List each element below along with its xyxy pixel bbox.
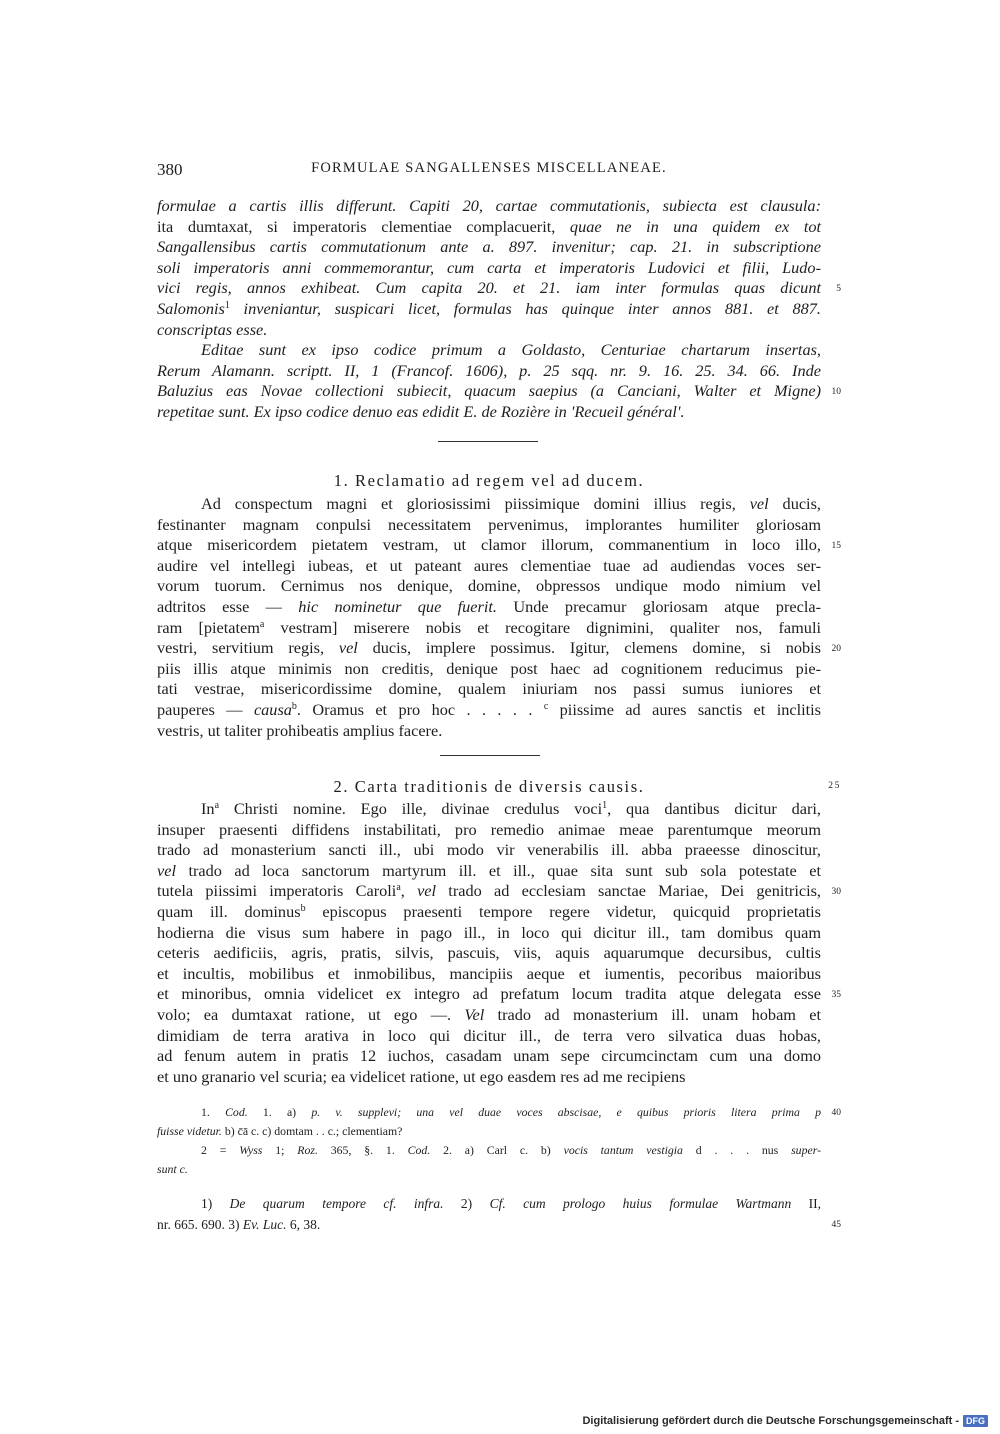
- text-run: et incultis, mobilibus et inmobilibus, mancipiis aeque et iumentis, pecoribus maioribus: [157, 963, 821, 983]
- italic-text: causa: [253, 699, 292, 719]
- text-run: d . . . nus: [682, 1143, 792, 1157]
- section-2-text: [157, 799, 841, 1087]
- text-line: [157, 535, 841, 556]
- text-run: dimidiam de terra arativa in loco qui dicitur ill., de terra vero silvatica duas hobas,: [157, 1025, 821, 1045]
- text-line: [157, 402, 821, 423]
- text-run: vorum tuorum. Cernimus nos denique, domine, obpressos undique modo nimium vel: [157, 576, 821, 596]
- text-line: [157, 659, 821, 680]
- line-number: 20: [831, 644, 841, 655]
- text-line: [157, 515, 821, 536]
- text-run: vestri, servitium regis,: [157, 638, 339, 658]
- text-line: [157, 902, 821, 923]
- text-run: 2. a) Carl c. b): [430, 1143, 564, 1157]
- text-run: 1;: [262, 1143, 298, 1157]
- italic-text: Cf. cum prologo huius formulae Wartmann: [489, 1196, 792, 1211]
- text-line: [157, 217, 821, 238]
- italic-text: formulae a cartis illis differunt. Capiti 20, cartae commutationis, subiecta est clausula:: [157, 196, 821, 215]
- text-run: 2): [443, 1196, 490, 1211]
- text-run: ducis, implere possimus. Igitur, clemens domine, si nobis: [357, 638, 821, 658]
- italic-text: Cod.: [225, 1105, 248, 1119]
- italic-text: p. v. supplevi; una vel duae voces abscisae, e quibus prioris litera prima p: [311, 1105, 822, 1119]
- text-run: festinanter magnam conpulsi necessitatem pervenimus, implorantes humiliter gloriosam: [157, 514, 821, 534]
- line-number: 40: [831, 1108, 841, 1118]
- text-line: [157, 1103, 841, 1122]
- text-line: [157, 984, 841, 1005]
- dfg-logo: DFG: [963, 1415, 988, 1427]
- text-line: [157, 576, 821, 597]
- text-line: [157, 861, 821, 882]
- running-head: [157, 160, 821, 182]
- footnote-mark: 1: [224, 299, 230, 311]
- italic-text: vel: [417, 881, 437, 901]
- line-number: 15: [831, 541, 841, 552]
- footnote-mark: b: [300, 902, 306, 914]
- text-run: II,: [791, 1196, 822, 1211]
- text-line: [157, 1193, 821, 1214]
- italic-text: vocis tantum vestigia: [563, 1143, 683, 1157]
- line-number: 30: [831, 887, 841, 898]
- line-number: 45: [831, 1220, 841, 1230]
- text-run: hodierna die visus sum habere in pago ill., in loco qui dicitur ill., tam domibus quam: [157, 922, 821, 942]
- running-title: FORMULAE SANGALLENSES MISCELLANEAE.: [311, 160, 667, 176]
- text-line: [157, 494, 821, 515]
- italic-text: Baluzius eas Novae collectioni subiecit, quacum saepius (a Canciani, Walter et Migne): [157, 381, 821, 401]
- text-line: [157, 964, 821, 985]
- text-line: [157, 799, 821, 820]
- text-run: nr. 665. 690. 3): [157, 1217, 243, 1232]
- footnote-mark: a: [396, 882, 401, 894]
- text-run: vestris, ut taliter prohibeatis amplius facere.: [157, 720, 443, 740]
- text-line: [157, 1214, 841, 1235]
- text-line: [157, 820, 821, 841]
- text-run: piis illis atque minimis non creditis, denique post haec ad cognitionem reducimus pie-: [157, 658, 821, 678]
- text-run: pauperes —: [157, 699, 254, 719]
- italic-text: vel: [157, 860, 176, 880]
- italic-text: hic nominetur que fuerit.: [298, 596, 497, 616]
- text-line: [157, 381, 841, 402]
- text-run: tati vestrae, misericordissime domine, qualem iniuriam nos passi sumus iuniores et: [157, 679, 821, 699]
- text-run: 1.: [201, 1105, 226, 1119]
- text-run: Unde precamur gloriosam atque precla-: [496, 596, 821, 616]
- text-run: piissime ad aures sanctis et inclitis: [548, 699, 822, 719]
- text-line: [157, 881, 841, 902]
- text-line: [157, 299, 821, 320]
- text-line: [157, 923, 821, 944]
- italic-text: vel: [338, 638, 358, 658]
- text-line: [157, 1046, 821, 1067]
- italic-text: vici regis, annos exhibeat. Cum capita 20. et 21. iam inter formulas quas dicunt: [157, 278, 821, 298]
- text-line: [157, 700, 821, 721]
- text-run: . Oramus et pro hoc . . . . .: [296, 699, 544, 719]
- line-number: 35: [831, 990, 841, 1001]
- text-run: 1): [201, 1196, 230, 1211]
- text-run: In: [201, 799, 215, 818]
- text-run: 6, 38.: [286, 1217, 321, 1232]
- text-line: [157, 1160, 821, 1179]
- text-run: 1. a): [247, 1105, 312, 1119]
- text-run: ad fenum autem in pratis 12 iuchos, casadam unam sepe circumcinctam cum una domo: [157, 1046, 821, 1066]
- italic-text: Sangallensibus cartis commutationum ante a. 897. invenitur; cap. 21. in subscriptione: [157, 237, 821, 257]
- text-line: [157, 840, 821, 861]
- text-line: [157, 943, 821, 964]
- italic-text: Editae sunt ex ipso codice primum a Goldasto, Centuriae chartarum insertas,: [201, 340, 821, 360]
- section-2-title-text: 2. Carta traditionis de diversis causis.: [333, 777, 645, 796]
- introduction-paragraphs: [157, 196, 841, 423]
- text-run: adtritos esse —: [157, 596, 299, 616]
- text-line: [157, 1026, 821, 1047]
- text-line: [157, 679, 821, 700]
- text-run: trado ad monasterium ill. unam hobam et: [484, 1004, 821, 1024]
- text-line: [157, 320, 821, 341]
- text-line: [157, 721, 821, 742]
- text-line: [157, 638, 841, 659]
- text-line: [157, 361, 821, 382]
- italic-text: Vel: [464, 1004, 485, 1024]
- text-line: [157, 1122, 821, 1141]
- footnote-mark: c: [543, 700, 549, 712]
- text-line: [157, 1141, 821, 1160]
- line-number: 5: [836, 284, 841, 295]
- italic-text: vel: [749, 494, 769, 513]
- line-number: 10: [831, 387, 841, 398]
- text-line: [157, 618, 821, 639]
- text-run: trado ad ecclesiam sanctae Mariae, Dei genitricis,: [436, 881, 821, 901]
- credit-text: Digitalisierung gefördert durch die Deutsche Forschungsgemeinschaft -: [582, 1415, 959, 1427]
- text-run: ram [pietatem: [157, 617, 260, 637]
- text-run: b) c̄ā c. c) domtam . . c.; clementiam?: [221, 1124, 403, 1138]
- text-line: [157, 258, 821, 279]
- text-run: 2 =: [201, 1143, 240, 1157]
- text-run: vestram] miserere nobis et recogitare dignimini, qualiter nos, famuli: [264, 617, 821, 637]
- text-run: et minoribus, omnia videlicet ex integro ad prefatum locum tradita atque delegata esse: [157, 984, 821, 1004]
- page-number: 380: [157, 160, 183, 179]
- text-line: [157, 340, 821, 361]
- text-line: [157, 597, 821, 618]
- text-run: et uno granario vel scuria; ea videlicet ratione, ut ego easdem res ad me recipiens: [157, 1066, 686, 1086]
- text-run: insuper praesenti diffidens instabilitati, pro remedio animae meae parentumque meorum: [157, 819, 821, 839]
- italic-text: conscriptas esse.: [157, 319, 268, 339]
- text-run: Ad conspectum magni et gloriosissimi piissimique domini illius regis,: [201, 494, 750, 513]
- section-1-text: [157, 494, 841, 741]
- text-run: episcopus praesenti tempore regere videtur, quicquid proprietatis: [305, 901, 821, 921]
- digitization-credit: [582, 1414, 988, 1428]
- italic-text: Wyss: [239, 1143, 263, 1157]
- text-run: ita dumtaxat, si imperatoris clementiae complacuerit,: [157, 216, 570, 236]
- footnotes: [157, 1193, 841, 1235]
- section-divider: [440, 755, 540, 756]
- italic-text: Salomonis: [157, 298, 225, 318]
- footnote-mark: a: [259, 618, 265, 630]
- text-run: ceteris aedificiis, agris, pratis, silvis, pascuis, viis, aquis aquarumque decursibus, cultis: [157, 943, 821, 963]
- italic-text: quae ne in una quidem ex tot: [569, 216, 822, 236]
- line-number: 25: [828, 781, 841, 791]
- text-run: atque misericordem pietatem vestram, ut clamor illorum, commanentium in loco illo,: [157, 535, 821, 555]
- italic-text: Rerum Alamann. scriptt. II, 1 (Francof. 1606), p. 25 sqq. nr. 9. 16. 25. 34. 66. Inde: [157, 360, 821, 380]
- text-line: [157, 1005, 821, 1026]
- footnote-mark: 1: [602, 800, 608, 811]
- italic-text: soli imperatoris anni commemorantur, cum carta et imperatoris Ludovici et filii, Ludo-: [157, 257, 821, 277]
- text-line: [157, 556, 821, 577]
- italic-text: Roz.: [297, 1143, 318, 1157]
- italic-text: sunt c.: [157, 1162, 188, 1176]
- section-divider: [438, 441, 538, 442]
- section-2-title: [157, 777, 841, 797]
- italic-text: inveniantur, suspicari licet, formulas has quinque inter annos 881. et 887.: [229, 298, 821, 318]
- text-line: [157, 237, 821, 258]
- text-run: tutela piissimi imperatoris Caroli: [157, 881, 397, 901]
- text-run: audire vel intellegi iubeas, et ut pateant aures clementiae tuae ad audiendas voces ser-: [157, 555, 821, 575]
- italic-text: Ev. Luc.: [242, 1217, 287, 1232]
- italic-text: fuisse videtur.: [157, 1124, 222, 1138]
- critical-apparatus: [157, 1103, 841, 1179]
- text-run: ducis,: [768, 494, 821, 513]
- section-1-title: 1. Reclamatio ad regem vel ad ducem.: [333, 471, 645, 490]
- italic-text: De quarum tempore cf. infra.: [229, 1196, 444, 1211]
- text-run: volo; ea dumtaxat ratione, ut ego —.: [157, 1004, 465, 1024]
- italic-text: repetitae sunt. Ex ipso codice denuo eas edidit E. de Rozière in 'Recueil général'.: [157, 401, 685, 421]
- text-line: [157, 196, 821, 217]
- text-run: Christi nomine. Ego ille, divinae credulus voci: [219, 799, 603, 818]
- footnote-mark: a: [214, 800, 220, 811]
- text-line: [157, 278, 841, 299]
- italic-text: super-: [791, 1143, 822, 1157]
- text-run: 365, §. 1.: [317, 1143, 408, 1157]
- italic-text: Cod.: [407, 1143, 431, 1157]
- text-run: , qua dantibus dicitur dari,: [607, 799, 821, 818]
- text-run: ,: [400, 881, 418, 901]
- text-run: quam ill. dominus: [157, 901, 301, 921]
- text-line: [157, 1067, 821, 1088]
- text-run: trado ad loca sanctorum martyrum ill. et ill., quae sita sunt sub sola potestate et: [175, 860, 821, 880]
- footnote-mark: b: [291, 700, 297, 712]
- text-run: trado ad monasterium sancti ill., ubi modo vir venerabilis ill. abba praeesse dinoscitur,: [157, 840, 821, 860]
